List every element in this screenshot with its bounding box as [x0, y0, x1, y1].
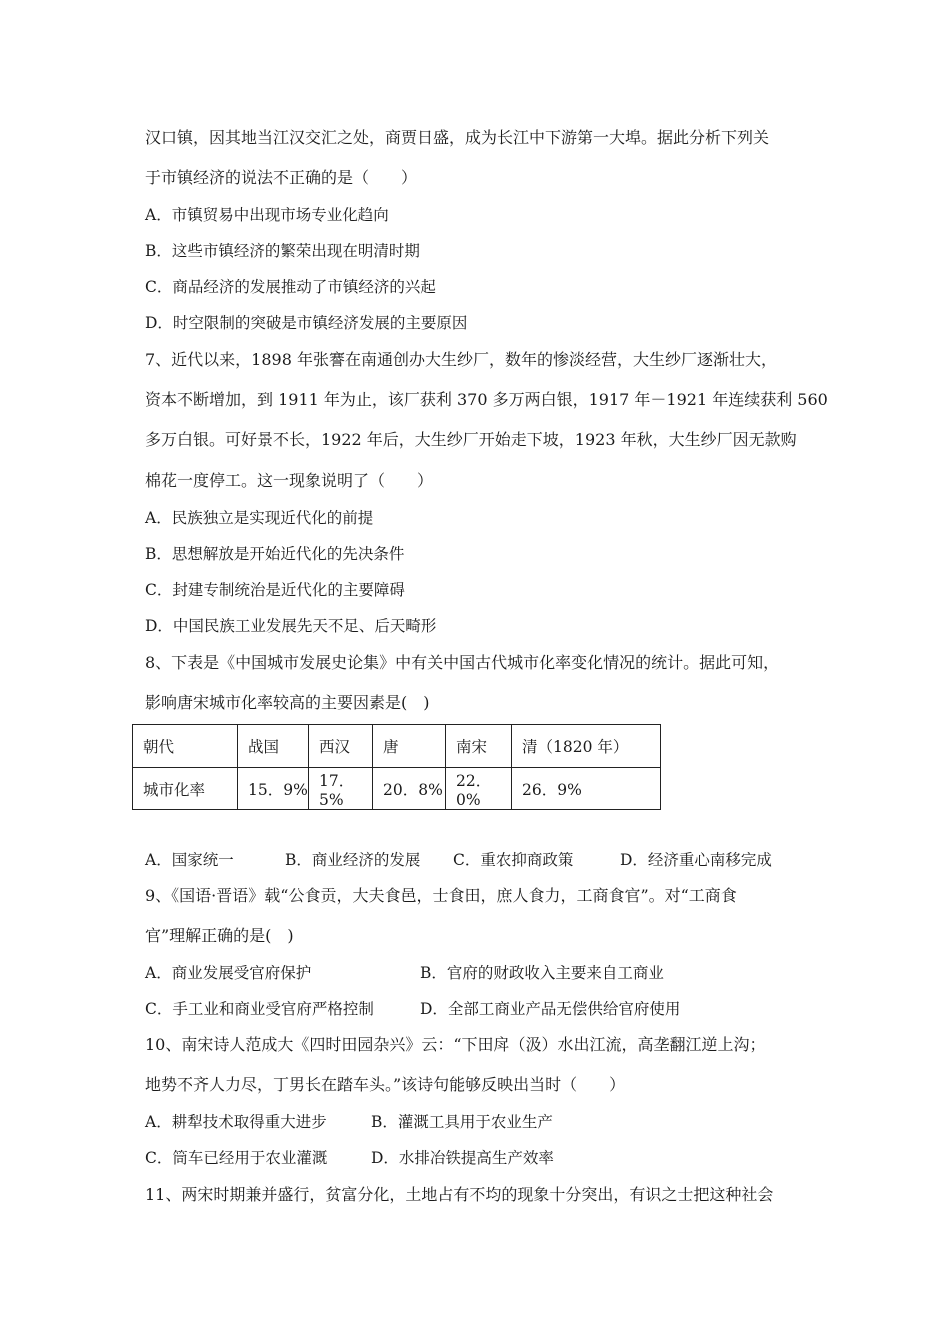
- q9-stem-line-1: 9、《国语·晋语》载“公食贡，大夫食邑，士食田，庶人食力，工商食官”。对“工商食: [145, 886, 737, 905]
- q6-option-b: B．这些市镇经济的繁荣出现在明清时期: [145, 242, 420, 260]
- q10-option-d: D．水排冶铁提高生产效率: [371, 1149, 554, 1167]
- q6-stem-line-2: 于市镇经济的说法不正确的是（ ）: [145, 168, 418, 187]
- urbanization-table: [132, 724, 661, 810]
- q10-stem-line-2: 地势不齐人力尽，丁男长在踏车头。”该诗句能够反映出当时（ ）: [145, 1075, 626, 1094]
- q7-option-a: A．民族独立是实现近代化的前提: [145, 509, 374, 527]
- table-cell: 17．5%: [309, 768, 373, 810]
- q8-stem-line-1: 8、下表是《中国城市发展史论集》中有关中国古代城市化率变化情况的统计。据此可知，: [145, 653, 780, 672]
- q10-option-c: C．筒车已经用于农业灌溉: [145, 1149, 328, 1167]
- q6-option-d: D．时空限制的突破是市镇经济发展的主要原因: [145, 314, 468, 332]
- q9-stem-line-2: 官”理解正确的是( ): [145, 926, 294, 945]
- table-cell: 朝代: [133, 725, 238, 768]
- q7-option-d: D．中国民族工业发展先天不足、后天畸形: [145, 617, 437, 635]
- q6-option-a: A．市镇贸易中出现市场专业化趋向: [145, 206, 389, 224]
- q10-option-a: A．耕犁技术取得重大进步: [145, 1113, 327, 1131]
- q9-option-c: C．手工业和商业受官府严格控制: [145, 1000, 374, 1018]
- q8-stem-line-2: 影响唐宋城市化率较高的主要因素是( ): [145, 693, 430, 712]
- q7-stem-line-1: 7、近代以来，1898 年张謇在南通创办大生纱厂，数年的惨淡经营，大生纱厂逐渐壮大，: [145, 350, 777, 369]
- q8-option-a: A．国家统一: [145, 851, 234, 869]
- table-cell: 22．0%: [446, 768, 512, 810]
- q9-option-d: D．全部工商业产品无偿供给官府使用: [420, 1000, 681, 1018]
- q6-option-c: C．商品经济的发展推动了市镇经济的兴起: [145, 278, 436, 296]
- table-cell: 战国: [238, 725, 309, 768]
- table-header-row: [133, 725, 661, 768]
- q8-option-b: B．商业经济的发展: [285, 851, 421, 869]
- q9-option-a: A．商业发展受官府保护: [145, 964, 312, 982]
- table-cell: 唐: [373, 725, 446, 768]
- table-cell: 15．9%: [238, 768, 309, 810]
- table-cell: 南宋: [446, 725, 512, 768]
- q7-stem-line-3: 多万白银。可好景不长，1922 年后，大生纱厂开始走下坡，1923 年秋，大生纱厂因无款购: [145, 430, 797, 449]
- q9-option-b: B．官府的财政收入主要来自工商业: [420, 964, 664, 982]
- q7-option-b: B．思想解放是开始近代化的先决条件: [145, 545, 405, 563]
- q8-option-d: D．经济重心南移完成: [620, 851, 772, 869]
- q11-stem-line-1: 11、两宋时期兼并盛行，贫富分化，土地占有不均的现象十分突出，有识之士把这种社会: [145, 1185, 774, 1204]
- q7-stem-line-4: 棉花一度停工。这一现象说明了（ ）: [145, 471, 434, 490]
- table-cell: 26．9%: [512, 768, 661, 810]
- q7-option-c: C．封建专制统治是近代化的主要障碍: [145, 581, 405, 599]
- table-cell: 20．8%: [373, 768, 446, 810]
- q7-stem-line-2: 资本不断增加，到 1911 年为止，该厂获利 370 多万两白银，1917 年－1921 年连续获利 560: [145, 390, 828, 409]
- table-cell: 西汉: [309, 725, 373, 768]
- q10-option-b: B．灌溉工具用于农业生产: [371, 1113, 553, 1131]
- q10-stem-line-1: 10、南宋诗人范成大《四时田园杂兴》云：“下田戽（汲）水出江流，高垄翻江逆上沟；: [145, 1035, 766, 1054]
- table-cell: 城市化率: [133, 768, 238, 810]
- q6-stem-line-1: 汉口镇，因其地当江汉交汇之处，商贾日盛，成为长江中下游第一大埠。据此分析下列关: [145, 128, 770, 147]
- q8-option-c: C．重农抑商政策: [453, 851, 574, 869]
- table-row: [133, 768, 661, 810]
- table-cell: 清（1820 年）: [512, 725, 661, 768]
